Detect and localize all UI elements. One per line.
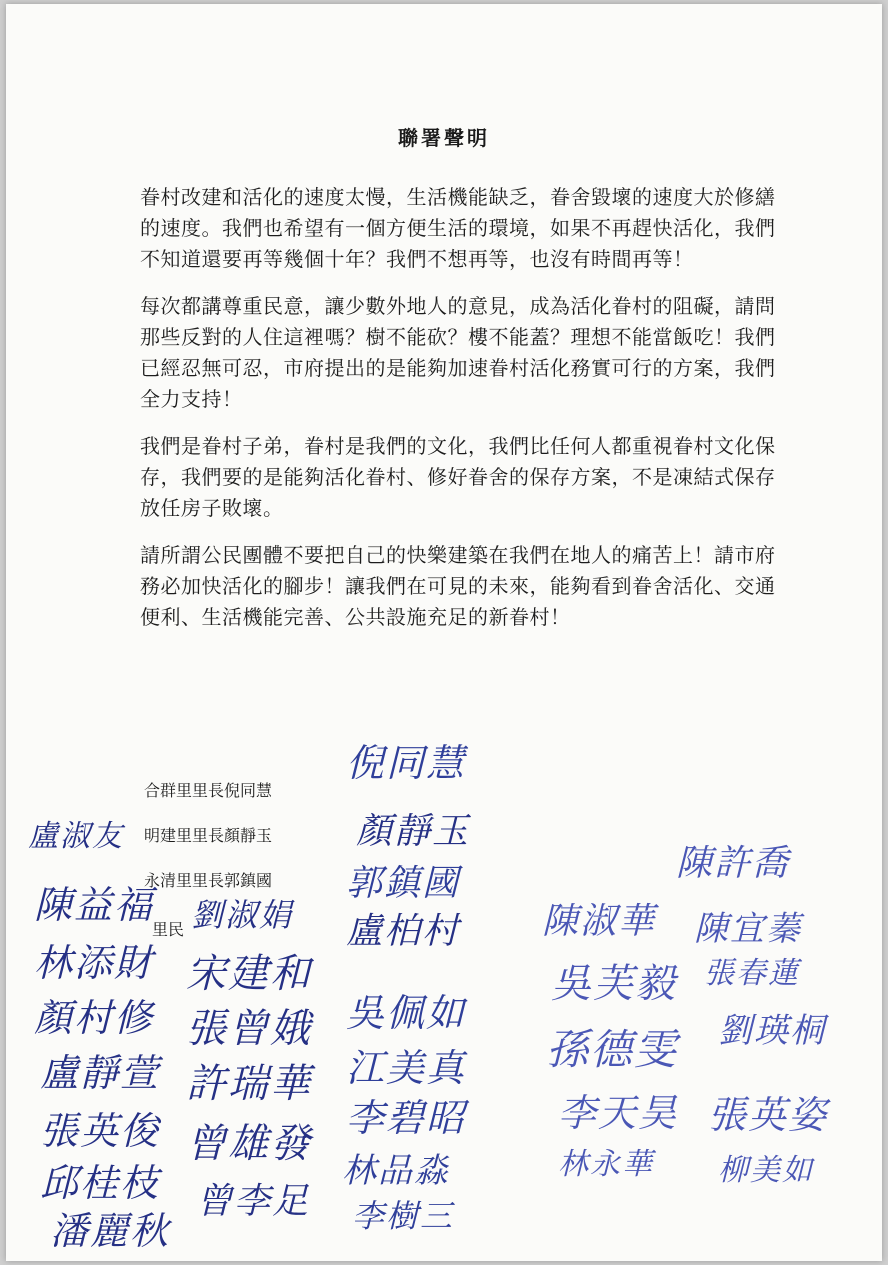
statement-body [140, 182, 788, 649]
signature: 林添財 [34, 941, 155, 985]
document-page [6, 4, 882, 1261]
signature: 張英俊 [40, 1109, 161, 1153]
signature: 顏靜玉 [356, 811, 471, 852]
signature: 潘麗秋 [50, 1209, 171, 1253]
signature: 劉瑛桐 [718, 1011, 826, 1051]
official-1: 合群里里長倪同慧 [144, 781, 273, 800]
signature: 郭鎮國 [346, 863, 461, 904]
signature: 吳芙毅 [551, 961, 677, 1007]
signature: 顏村修 [34, 996, 155, 1040]
paragraph-2: 每次都講尊重民意，讓少數外地人的意見，成為活化眷村的阻礙，請問那些反對的人住這裡嗎？樹不能砍？樓不能蓋？理想不能當飯吃！我們已經忍無可忍，市府提出的是能夠加速眷村活化務實可行的方案，我們全力支持！ [140, 294, 776, 411]
paragraph-1: 眷村改建和活化的速度太慢，生活機能缺乏，眷舍毀壞的速度大於修繕的速度。我們也希望有一個方便生活的環境，如果不再趕快活化，我們不知道還要再等幾個十年？我們不想再等，也沒有時間再等！ [140, 185, 776, 271]
paragraph-4: 請所謂公民團體不要把自己的快樂建築在我們在地人的痛苦上！請市府務必加快活化的腳步！讓我們在可見的未來，能夠看到眷舍活化、交通便利、生活機能完善、公共設施充足的新眷村！ [140, 543, 776, 629]
signature: 盧柏村 [346, 911, 461, 952]
signature: 李天昊 [558, 1091, 679, 1135]
signature: 林永華 [558, 1147, 654, 1182]
signature: 張春蓮 [704, 956, 800, 991]
document-title: 聯署聲明 [398, 126, 490, 150]
signature: 張英姿 [708, 1093, 829, 1137]
signature: 宋建和 [186, 951, 312, 997]
signature: 劉淑娟 [191, 896, 294, 934]
officials-list [144, 776, 272, 911]
signature: 陳益福 [34, 883, 155, 927]
signature: 柳美如 [718, 1153, 814, 1188]
official-2: 明建里里長顏靜玉 [144, 826, 273, 845]
official-3: 永清里里長郭鎮國 [144, 871, 273, 890]
signature: 倪同慧 [346, 741, 467, 785]
signature: 許瑞華 [186, 1061, 312, 1107]
signature: 邱桂枝 [40, 1161, 161, 1205]
signature: 李樹三 [352, 1197, 455, 1235]
signature: 陳宜蓁 [694, 909, 802, 949]
signature: 陳許喬 [676, 843, 791, 884]
paragraph-3: 我們是眷村子弟，眷村是我們的文化，我們比任何人都重視眷村文化保存，我們要的是能夠活化眷村、修好眷舍的保存方案，不是凍結式保存放任房子敗壞。 [140, 434, 776, 520]
signature: 吳佩如 [346, 991, 467, 1035]
residents-label: 里民 [152, 920, 185, 939]
signature: 張曾娥 [186, 1006, 312, 1052]
signature: 盧淑友 [28, 819, 124, 854]
signature: 孫德雯 [546, 1025, 679, 1074]
signature: 盧靜萱 [40, 1051, 161, 1095]
signature: 陳淑華 [542, 901, 657, 942]
signature: 江美真 [346, 1046, 467, 1090]
signature: 李碧昭 [346, 1096, 467, 1140]
signature: 林品淼 [342, 1151, 450, 1191]
signature: 曾李足 [196, 1181, 311, 1222]
signature: 曾雄發 [186, 1121, 312, 1167]
